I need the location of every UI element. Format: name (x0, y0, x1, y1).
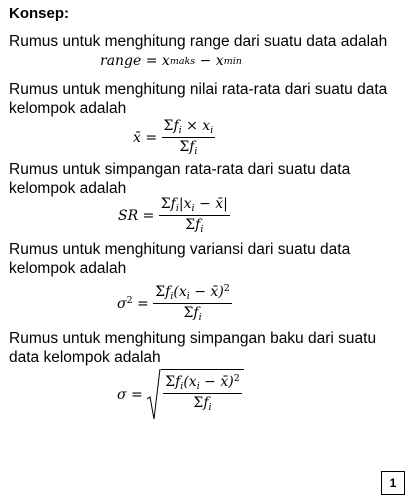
std-deviation-description: Rumus untuk menghitung simpangan baku dari suatu data kelompok adalah (9, 330, 377, 366)
page-number: 1 (381, 471, 405, 495)
mean-formula: x̄ = $\frac{\Sigma f_i \times x_i}{\Sigma f_i}$ (133, 118, 214, 157)
mean-deviation-description: Rumus untuk simpangan rata-rata dari suatu data kelompok adalah (9, 161, 351, 197)
square-root-sign: $\frac{\Sigma f_i(x_i - x̄)^2}{\Sigma f_i}$ (147, 369, 244, 421)
concept-heading: Konsep: (9, 5, 69, 22)
variance-formula: $\sigma^2$ = $\frac{\Sigma f_i(x_i - x̄)^2}{\Sigma f_i}$ (117, 283, 230, 323)
range-formula: range = x maks − x min (100, 53, 242, 69)
std-deviation-formula: σ = $\frac{\Sigma f_i(x_i - x̄)^2}{\Sigma f_i}$ (117, 369, 244, 421)
mean-deviation-formula: SR = $\frac{\Sigma f_i|x_i - x̄|}{\Sigma f_i}$ (118, 196, 228, 235)
variance-description: Rumus untuk menghitung variansi dari suatu data kelompok adalah (9, 241, 351, 277)
mean-description: Rumus untuk menghitung nilai rata-rata dari suatu data kelompok adalah (9, 81, 388, 117)
range-description: Rumus untuk menghitung range dari suatu data adalah (9, 33, 388, 50)
